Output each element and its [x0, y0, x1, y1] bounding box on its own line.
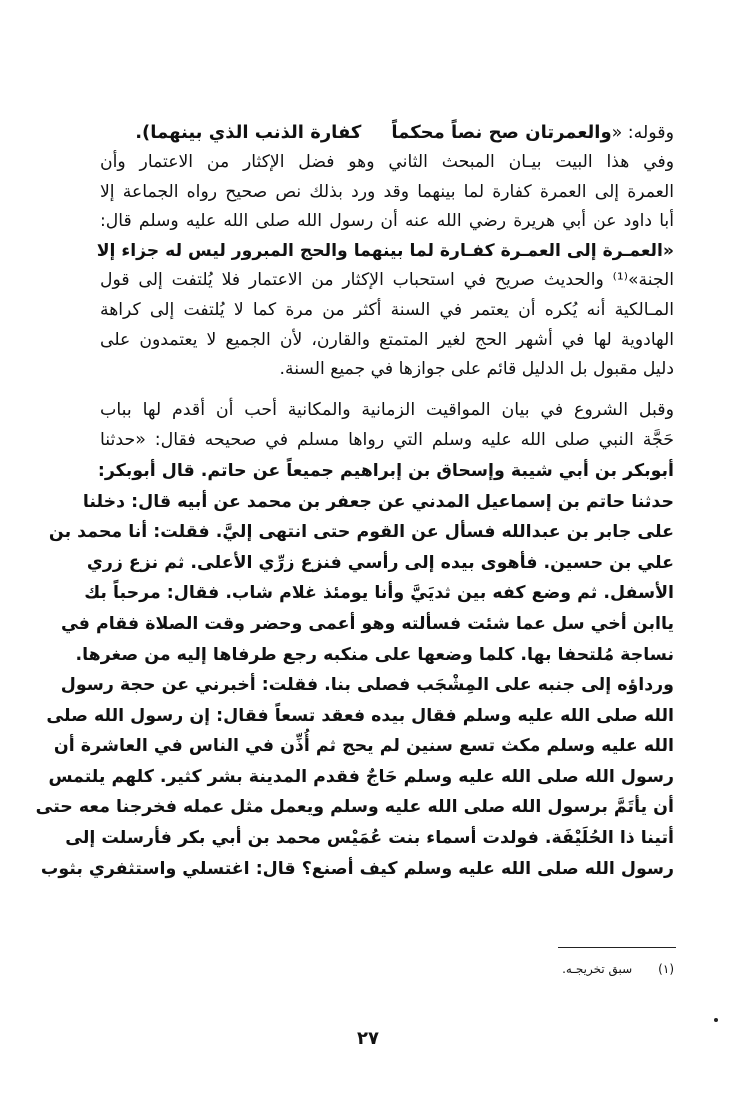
footnote-text: سبق تخريجـه.: [562, 962, 633, 976]
text-line: ورداؤه إلى جنبه على المِشْجَب فصلى بنا. فقلت: أخبرني عن حجة رسول: [60, 675, 674, 696]
text-line: المـالكية أنه يُكره أن يعتمر في السنة أكثر من مرة كما لا يُلتفت إلى كراهة: [100, 299, 674, 320]
footnote-number: (١): [658, 962, 674, 976]
margin-dot: [714, 1018, 718, 1022]
text-line: وفي هذا البيت بيـان المبحث الثاني وهو فضل الإكثار من الاعتمار وأن: [100, 152, 674, 172]
verse-intro: وقوله: «: [611, 123, 674, 143]
text-line: على جابر بن عبدالله فسأل عن القوم حتى انتهى إليَّ. فقلت: أنا محمد بن: [48, 522, 674, 543]
text-line: الأسفل. ثم وضع كفه بين ثديَيَّ وأنا يومئذ غلام شاب. فقال: مرحباً بك: [84, 583, 674, 604]
text-line: وقبل الشروع في بيان المواقيت الزمانية والمكانية أحب أن أقدم لها بباب: [100, 399, 674, 420]
text-line: رسول الله صلى الله عليه وسلم كيف أصنع؟ قال: اغتسلي واستثفري بثوب: [40, 858, 674, 879]
text-line: الهادوية لها في أشهر الحج لغير المتمتع والقارن، لأن الجميع لا يعتمدون على: [100, 329, 674, 350]
paragraph-2: [35, 395, 674, 885]
paragraph-1: [96, 148, 674, 385]
text-line: أبا داود عن أبي هريرة رضي الله عنه أن رسول الله صلى الله عليه وسلم قال:: [100, 211, 674, 232]
page-body: [35, 118, 674, 884]
text-line: الله صلى الله عليه وسلم فقال بيده فعقد تسعاً فقال: إن رسول الله صلى: [46, 705, 674, 726]
text-line: حدثنا حاتم بن إسماعيل المدني عن جعفر بن محمد عن أبيه قال: دخلنا: [82, 491, 674, 512]
verse-hemistich-2: كفارة الذنب الذي بينهما).: [135, 122, 362, 143]
text-line: الله عليه وسلم مكث تسع سنين لم يحج ثم أُذِّن في الناس في العاشرة أن: [53, 736, 674, 757]
text-line: «العمـرة إلى العمـرة كفـارة لما بينهما والحج المبرور ليس له جزاء إلا: [96, 240, 674, 261]
verse-hemistich-1: والعمرتان صح نصاً محكماً: [391, 122, 612, 143]
text-line: ياابن أخي سل عما شئت فسألته وهو أعمى وحضر وقت الصلاة فقام في: [60, 613, 674, 634]
verse-line-text: [100, 118, 674, 148]
text-line: أتينا ذا الحُلَيْفَة. فولدت أسماء بنت عُمَيْس محمد بن أبي بكر فأرسلت إلى: [65, 828, 674, 849]
text-line: الجنة»⁽¹⁾ والحديث صريح في استحباب الإكثار من الاعتمار فلا يُلتفت إلى قول: [100, 270, 674, 291]
text-line: نساجة مُلتحفا بها. كلما وضعها على منكبه رجع طرفاها إليه من صغرها.: [75, 644, 674, 665]
verse-line: [100, 118, 674, 148]
text-line: حَجَّة النبي صلى الله عليه وسلم التي رواها مسلم في صحيحه فقال: «حدثنا: [100, 430, 674, 451]
text-line: دليل مقبول بل الدليل قائم على جوازها في جميع السنة.: [279, 359, 674, 380]
text-line: علي بن حسين. فأهوى بيده إلى رأسي فنزع زرِّي الأعلى. ثم نزع زري: [86, 552, 674, 573]
footnote-divider: [558, 947, 676, 948]
text-line: رسول الله صلى الله عليه وسلم حَاجٌ فقدم المدينة بشر كثير. كلهم يلتمس: [48, 766, 674, 787]
text-line: أبوبكر بن أبي شيبة وإسحاق بن إبراهيم جميعاً عن حاتم. قال أبوبكر:: [97, 460, 674, 481]
page-number: ٢٧: [357, 1028, 379, 1049]
text-line: أن يأتَمَّ برسول الله صلى الله عليه وسلم ويعمل مثل عمله فخرجنا معه حتى: [35, 797, 674, 818]
text-line: العمرة إلى العمرة كفارة لما بينهما وقد ورد بذلك نص صحيح رواه الجماعة إلا: [100, 181, 674, 202]
footnote: [562, 962, 674, 976]
